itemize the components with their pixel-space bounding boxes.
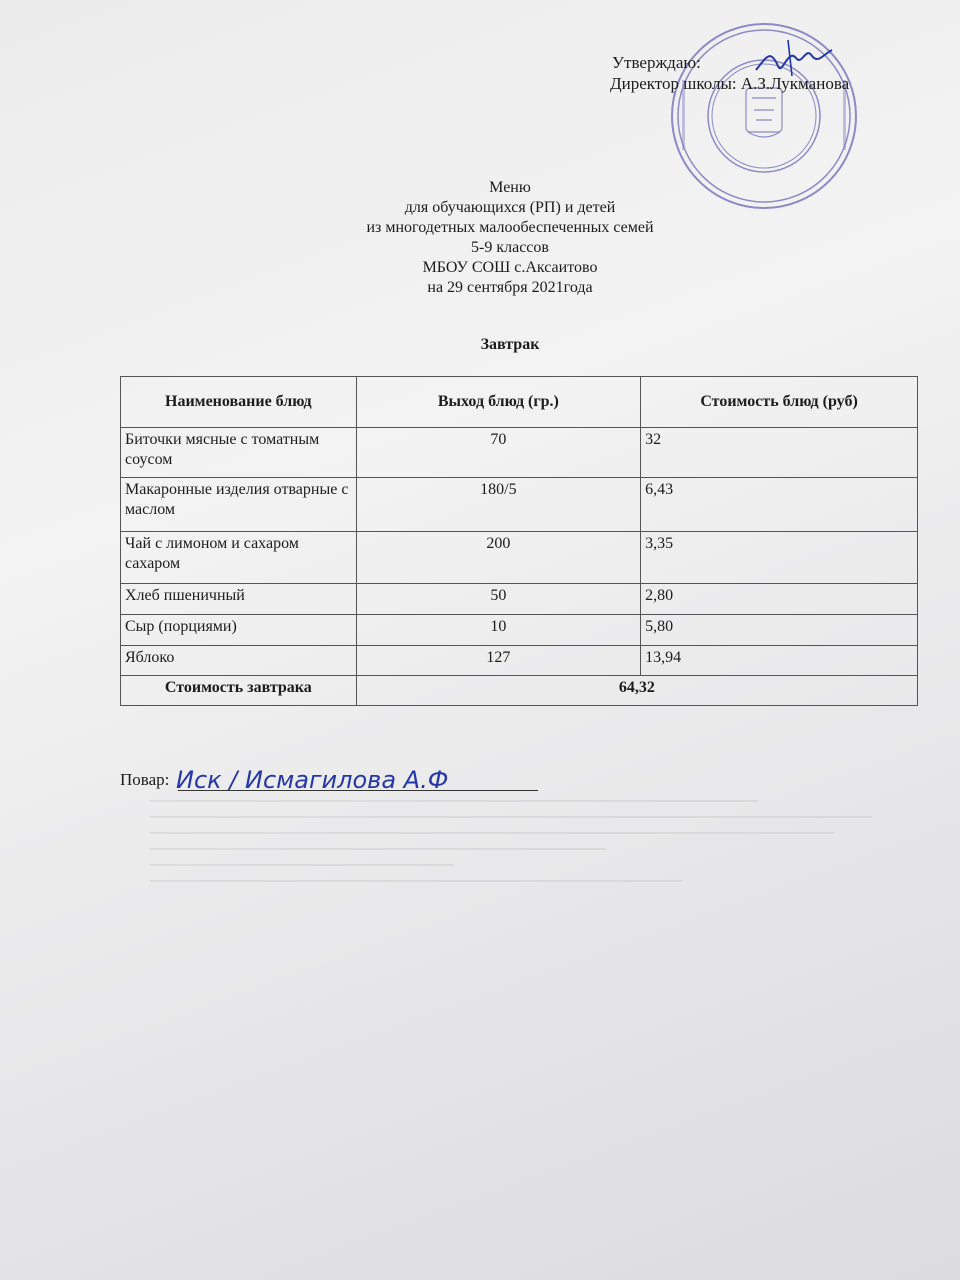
table-header-row xyxy=(121,377,918,428)
dish-cost: 5,80 xyxy=(641,615,918,646)
dish-cost: 2,80 xyxy=(641,584,918,615)
dish-qty: 200 xyxy=(356,532,640,584)
dish-cost: 6,43 xyxy=(641,478,918,532)
cook-signature xyxy=(176,760,556,800)
title-line: 5-9 классов xyxy=(471,239,549,256)
dish-qty: 50 xyxy=(356,584,640,615)
dish-cost: 3,35 xyxy=(641,532,918,584)
meal-heading: Завтрак xyxy=(480,336,540,353)
header-dish: Наименование блюд xyxy=(121,377,357,428)
dish-name: Биточки мясные с томатным соусом xyxy=(121,428,357,478)
dish-qty: 70 xyxy=(356,428,640,478)
table-row xyxy=(121,428,918,478)
cook-label: Повар: xyxy=(120,770,170,789)
dish-cost: 13,94 xyxy=(641,646,918,676)
approval-label: Утверждаю: xyxy=(612,53,701,72)
header-qty: Выход блюд (гр.) xyxy=(356,377,640,428)
dish-name: Макаронные изделия отварные с маслом xyxy=(121,478,357,532)
dish-cost: 32 xyxy=(641,428,918,478)
dish-qty: 180/5 xyxy=(356,478,640,532)
table-row xyxy=(121,584,918,615)
title-line: МБОУ СОШ с.Аксаитово xyxy=(422,259,598,276)
dish-qty: 127 xyxy=(356,646,640,676)
title-line: из многодетных малообеспеченных семей xyxy=(366,219,654,236)
table-row xyxy=(121,478,918,532)
header-cost: Стоимость блюд (руб) xyxy=(641,377,918,428)
title-line: на 29 сентября 2021года xyxy=(427,279,593,296)
approval-director: Директор школы: А.З.Лукманова xyxy=(610,74,850,93)
table-row xyxy=(121,532,918,584)
menu-title xyxy=(300,178,720,298)
bleed-through-text xyxy=(150,800,910,1000)
menu-table xyxy=(120,376,918,706)
table-row xyxy=(121,646,918,676)
dish-name: Сыр (порциями) xyxy=(121,615,357,646)
total-value: 64,32 xyxy=(356,676,917,706)
cook-signature-text: Иск / Исмагилова А.Ф xyxy=(176,766,449,794)
dish-name: Чай с лимоном и сахаром сахаром xyxy=(121,532,357,584)
dish-name: Яблоко xyxy=(121,646,357,676)
table-row xyxy=(121,615,918,646)
title-line: Меню xyxy=(489,179,531,196)
total-label: Стоимость завтрака xyxy=(121,676,357,706)
director-signature xyxy=(748,28,838,88)
dish-name: Хлеб пшеничный xyxy=(121,584,357,615)
total-row xyxy=(121,676,918,706)
dish-qty: 10 xyxy=(356,615,640,646)
title-line: для обучающихся (РП) и детей xyxy=(404,199,616,216)
